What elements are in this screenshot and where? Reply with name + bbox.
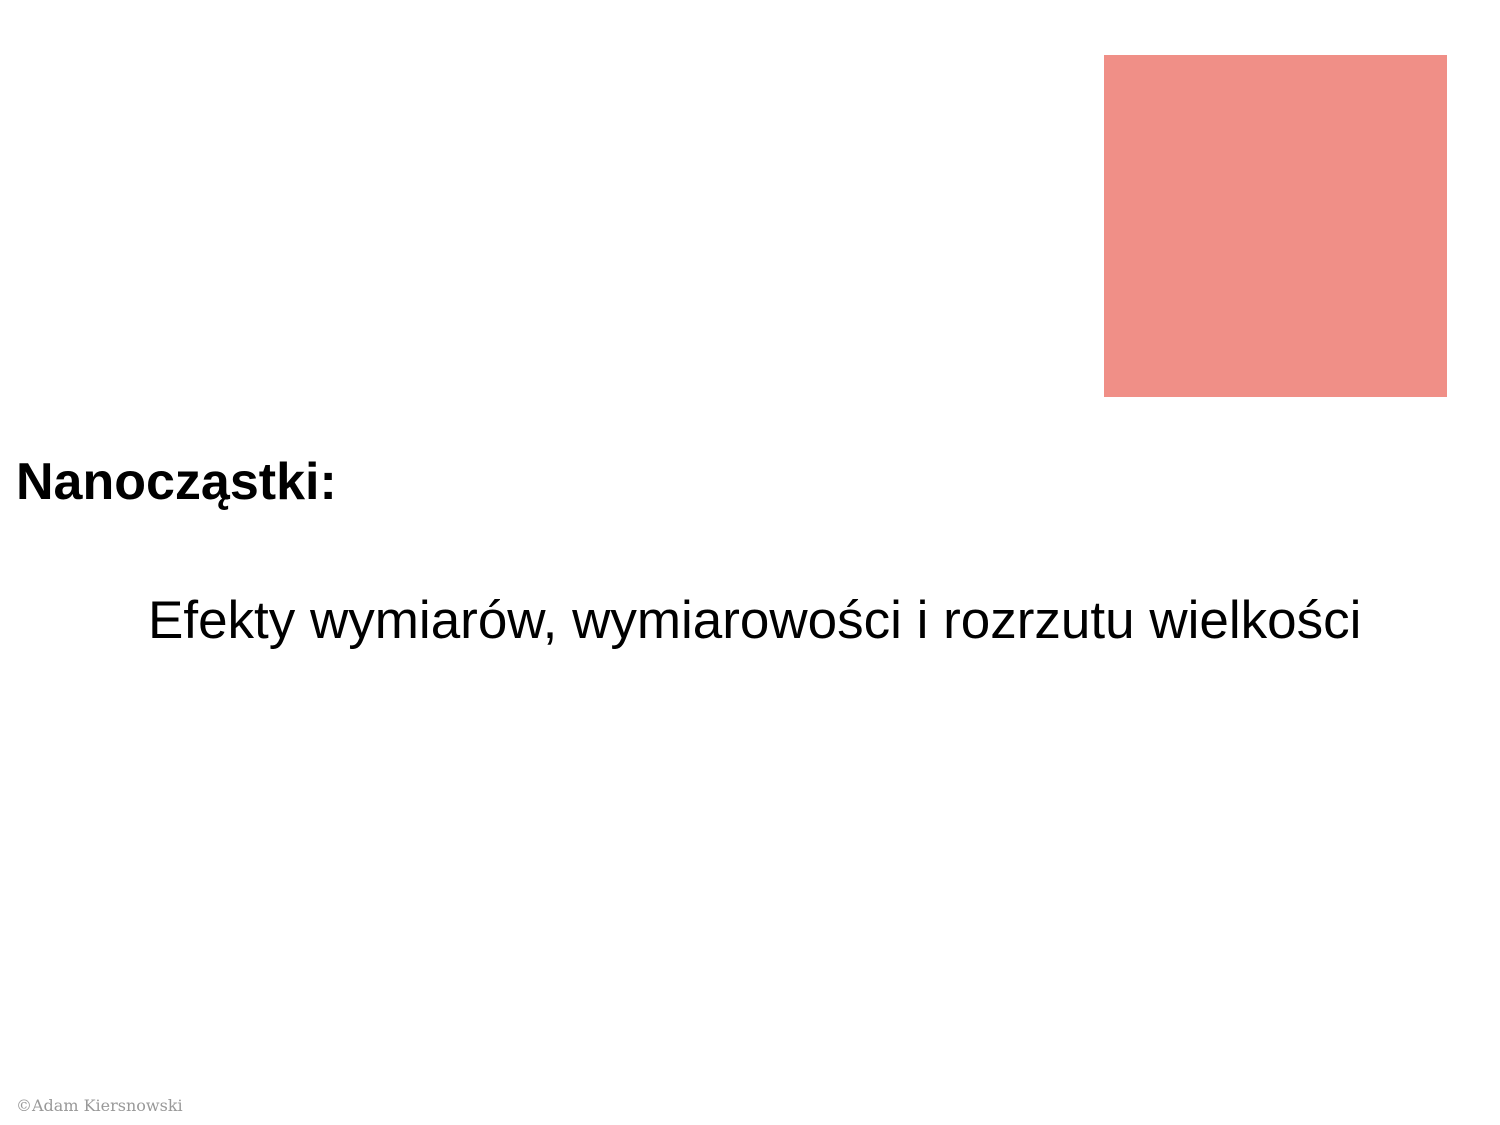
accent-square [1104, 55, 1447, 397]
slide-title: Nanocząstki: [16, 453, 337, 511]
copyright-footer: ©Adam Kiersnowski [16, 1096, 183, 1115]
slide-subtitle: Efekty wymiarów, wymiarowości i rozrzutu wielkości [148, 591, 1362, 650]
